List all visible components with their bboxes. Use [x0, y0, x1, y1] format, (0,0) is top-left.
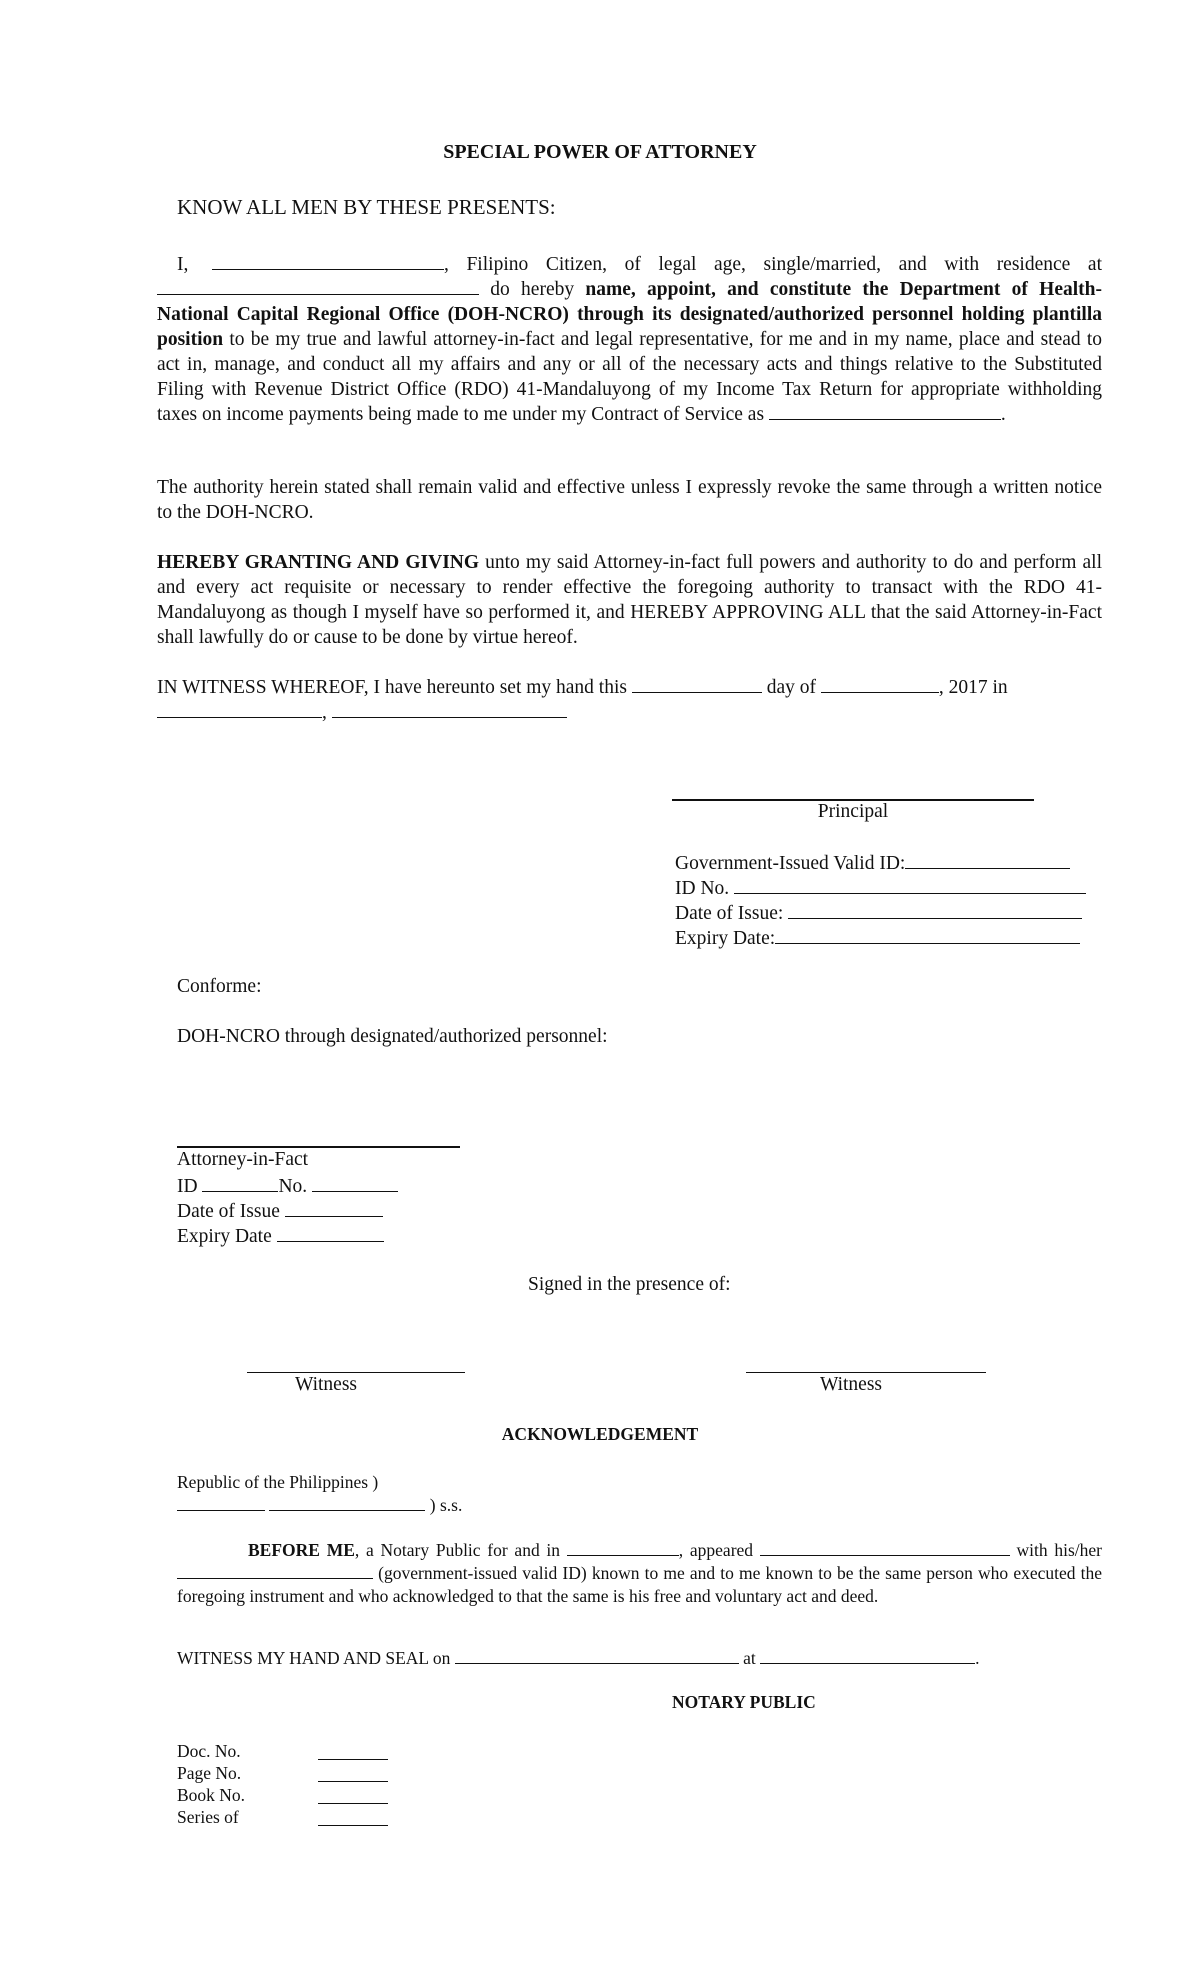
- attorney-id: ID No.: [177, 1174, 398, 1198]
- conforme-label: Conforme:: [177, 976, 262, 997]
- principal-expiry: Expiry Date:: [675, 926, 1080, 950]
- principal-id-no-blank[interactable]: [734, 876, 1086, 894]
- attorney-expiry-blank[interactable]: [277, 1224, 384, 1242]
- notary-place-blank[interactable]: [567, 1540, 679, 1556]
- doc-no-blank[interactable]: [318, 1744, 388, 1760]
- series-of-blank[interactable]: [318, 1810, 388, 1826]
- paragraph-granting: HEREBY GRANTING AND GIVING unto my said Attorney-in-fact full powers and authority to do and perform all and every act requisite or necessary to render effective the foregoing authority to transact with the RDO 41-Mandaluyong as though I myself have so performed it, and HEREBY APPROVING ALL that the said Attorney-in-Fact shall lawfully do or cause to be done by virtue hereof.: [157, 552, 1102, 648]
- document-title: SPECIAL POWER OF ATTORNEY: [443, 141, 757, 163]
- principal-gov-id: Government-Issued Valid ID:: [675, 851, 1070, 875]
- attorney-expiry: Expiry Date: [177, 1224, 384, 1248]
- principal-date-issue-blank[interactable]: [788, 901, 1082, 919]
- valid-id-blank[interactable]: [177, 1563, 373, 1579]
- witness-left-line[interactable]: [247, 1372, 465, 1373]
- attorney-date-issue-blank[interactable]: [285, 1199, 383, 1217]
- province-venue-blank[interactable]: [269, 1495, 425, 1511]
- attorney-no-blank[interactable]: [312, 1174, 398, 1192]
- paragraph-appointment: I, , Filipino Citizen, of legal age, single/married, and with residence at do hereby name, appoint, and constitute the Department of Health-National Capital Regional Office (DOH-NCRO) through its designated/authorized personnel holding plantilla position to be my true and lawful attorney-in-fact and legal representative, for me and in my name, place and stead to act in, manage, and conduct all my affairs and any or all of the necessary acts and things relative to the Substituted Filing with Revenue District Office (RDO) 41-Mandaluyong of my Income Tax Return for appropriate withholding taxes on income payments being made to me under my Contract of Service as .: [157, 254, 1103, 425]
- doh-personnel-label: DOH-NCRO through designated/authorized personnel:: [177, 1026, 608, 1047]
- before-me-paragraph: BEFORE ME, a Notary Public for and in , appeared with his/her (government-issued valid ID) known to me and to me known to be the same person who executed the foregoing instrument and who acknowledged to that the same is his free and voluntary act and deed.: [177, 1540, 1103, 1606]
- witness-right-line[interactable]: [746, 1372, 986, 1373]
- appeared-name-blank[interactable]: [760, 1540, 1010, 1556]
- book-no-blank[interactable]: [318, 1788, 388, 1804]
- attorney-id-blank[interactable]: [202, 1174, 278, 1192]
- attorney-label: Attorney-in-Fact: [177, 1149, 309, 1170]
- republic-line: Republic of the Philippines ): [177, 1472, 379, 1492]
- opening-line: KNOW ALL MEN BY THESE PRESENTS:: [177, 195, 556, 219]
- acknowledgement-title: ACKNOWLEDGEMENT: [501, 1424, 699, 1444]
- city-blank[interactable]: [157, 700, 322, 718]
- residence-blank[interactable]: [157, 277, 479, 295]
- principal-date-issue: Date of Issue:: [675, 901, 1082, 925]
- witness-left-label: Witness: [294, 1374, 358, 1395]
- attorney-signature-line[interactable]: [177, 1146, 460, 1148]
- principal-label: Principal: [817, 801, 889, 822]
- witness-hand-seal: WITNESS MY HAND AND SEAL on at .: [177, 1648, 980, 1668]
- page-no-label: Page No.: [177, 1763, 242, 1783]
- seal-place-blank[interactable]: [760, 1648, 975, 1664]
- signed-presence-label: Signed in the presence of:: [528, 1274, 731, 1295]
- book-no-label: Book No.: [177, 1785, 246, 1805]
- doc-no-label: Doc. No.: [177, 1741, 241, 1761]
- page-no-blank[interactable]: [318, 1766, 388, 1782]
- principal-gov-id-blank[interactable]: [905, 851, 1070, 869]
- month-blank[interactable]: [821, 675, 939, 693]
- paragraph-witness-whereof: IN WITNESS WHEREOF, I have hereunto set my hand this day of , 2017 in ,: [157, 677, 1008, 723]
- city-venue-blank[interactable]: [177, 1495, 265, 1511]
- notary-public-label: NOTARY PUBLIC: [672, 1692, 816, 1712]
- series-of-label: Series of: [177, 1807, 239, 1827]
- paragraph-authority-valid: The authority herein stated shall remain valid and effective unless I expressly revoke the same through a written notice to the DOH-NCRO.: [157, 477, 1102, 523]
- principal-id-no: ID No.: [675, 876, 1086, 900]
- principal-expiry-blank[interactable]: [775, 926, 1080, 944]
- name-blank[interactable]: [212, 252, 444, 270]
- contract-position-blank[interactable]: [769, 402, 1001, 420]
- province-blank[interactable]: [332, 700, 567, 718]
- seal-date-blank[interactable]: [455, 1648, 739, 1664]
- ss-line: ) s.s.: [177, 1495, 462, 1516]
- day-blank[interactable]: [632, 675, 762, 693]
- attorney-date-issue: Date of Issue: [177, 1199, 383, 1223]
- witness-right-label: Witness: [819, 1374, 883, 1395]
